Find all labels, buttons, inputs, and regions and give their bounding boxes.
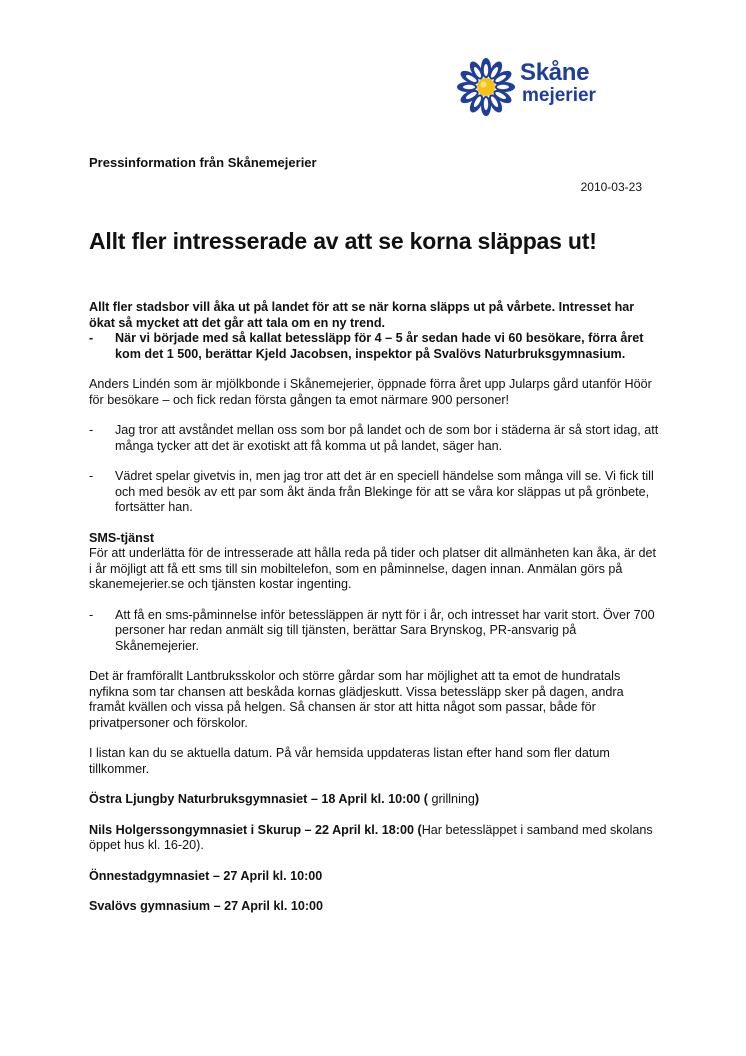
paragraph-anders: Anders Lindén som är mjölkbonde i Skånemejerier, öppnade förra året upp Jularps gård utanför Höör för besökare – och fick redan första gången ta emot närmare 900 personer!	[89, 377, 652, 407]
paragraph-list-intro: I listan kan du se aktuella datum. På vår hemsida uppdateras listan efter hand som fler datum tillkommer.	[89, 746, 610, 776]
quote-kjeld	[89, 331, 659, 362]
daisy-icon	[456, 56, 518, 118]
logo-text-line2: mejerier	[522, 85, 596, 106]
dash-marker: -	[89, 607, 94, 622]
intro-paragraph: Allt fler stadsbor vill åka ut på landet för att se när korna släpps ut på vårbete. Intresset har ökat så mycket att det går att tala om en ny trend.	[89, 300, 635, 330]
paragraph-schools: Det är framförallt Lantbruksskolor och större gårdar som har möjlighet att ta emot de hundratals nyfikna som tar chansen att beskåda kornas glädjeskutt. Vissa betessläpp sker på dagen, andra framåt kvällen och vissa på helgen. Så chansen är stor att hitta något som passar, både för privatpersoner och förskolor.	[89, 669, 624, 730]
press-kicker: Pressinformation från Skånemejerier	[89, 155, 317, 170]
quote-anders-1	[89, 423, 659, 454]
quote-sara	[89, 608, 659, 655]
release-date: 2010-03-23	[580, 180, 642, 194]
sms-heading: SMS-tjänst	[89, 530, 155, 545]
event-item: Önnestadgymnasiet – 27 April kl. 10:00	[89, 868, 323, 883]
dash-marker: -	[89, 331, 94, 345]
quote-text: Vädret spelar givetvis in, men jag tror att det är en speciell händelse som många vill se. Vi fick till och med besök av ett par som åkt ända från Blekinge för att se våra kor släppas ut på grönbete, fortsätter han.	[115, 469, 654, 514]
dash-marker: -	[89, 469, 94, 483]
sms-paragraph: För att underlätta för de intresserade att hålla reda på tider och platser dit allmänheten kan åka, är det i år möjligt att få ett sms till sin mobiltelefon, som en påminnelse, dagen innan. Anmälan görs på skanemejerier.se och tjänsten kostar ingenting.	[89, 546, 657, 591]
dash-marker: -	[89, 423, 94, 437]
skanemejerier-logo	[456, 56, 606, 116]
page-title: Allt fler intresserade av att se korna släppas ut!	[89, 228, 597, 254]
event-item: Östra Ljungby Naturbruksgymnasiet – 18 April kl. 10:00 ( grillning)	[89, 792, 480, 806]
event-item: Nils Holgerssongymnasiet i Skurup – 22 April kl. 18:00 (Har betessläppet i samband med skolans öppet hus kl. 16-20).	[89, 822, 653, 852]
article-body	[89, 300, 659, 930]
quote-text: När vi började med så kallat betessläpp för 4 – 5 år sedan hade vi 60 besökare, förra året kom det 1 500, berättar Kjeld Jacobsen, inspektor på Svalövs Naturbruksgymnasium.	[115, 331, 644, 361]
event-item: Svalövs gymnasium – 27 April kl. 10:00	[89, 899, 324, 913]
logo-text-line1: Skåne	[520, 59, 590, 86]
quote-anders-2	[89, 469, 659, 516]
quote-text: Jag tror att avståndet mellan oss som bor på landet och de som bor i städerna är så stort idag, att många tycker att det är exotiskt att få komma ut på landet, säger han.	[115, 423, 659, 453]
quote-text: Att få en sms-påminnelse inför betessläppen är nytt för i år, och intresset har varit stort. Över 700 personer har redan anmält sig till tjänsten, berättar Sara Brynskog, PR-ansvarig på Skånemejerier.	[115, 607, 655, 653]
